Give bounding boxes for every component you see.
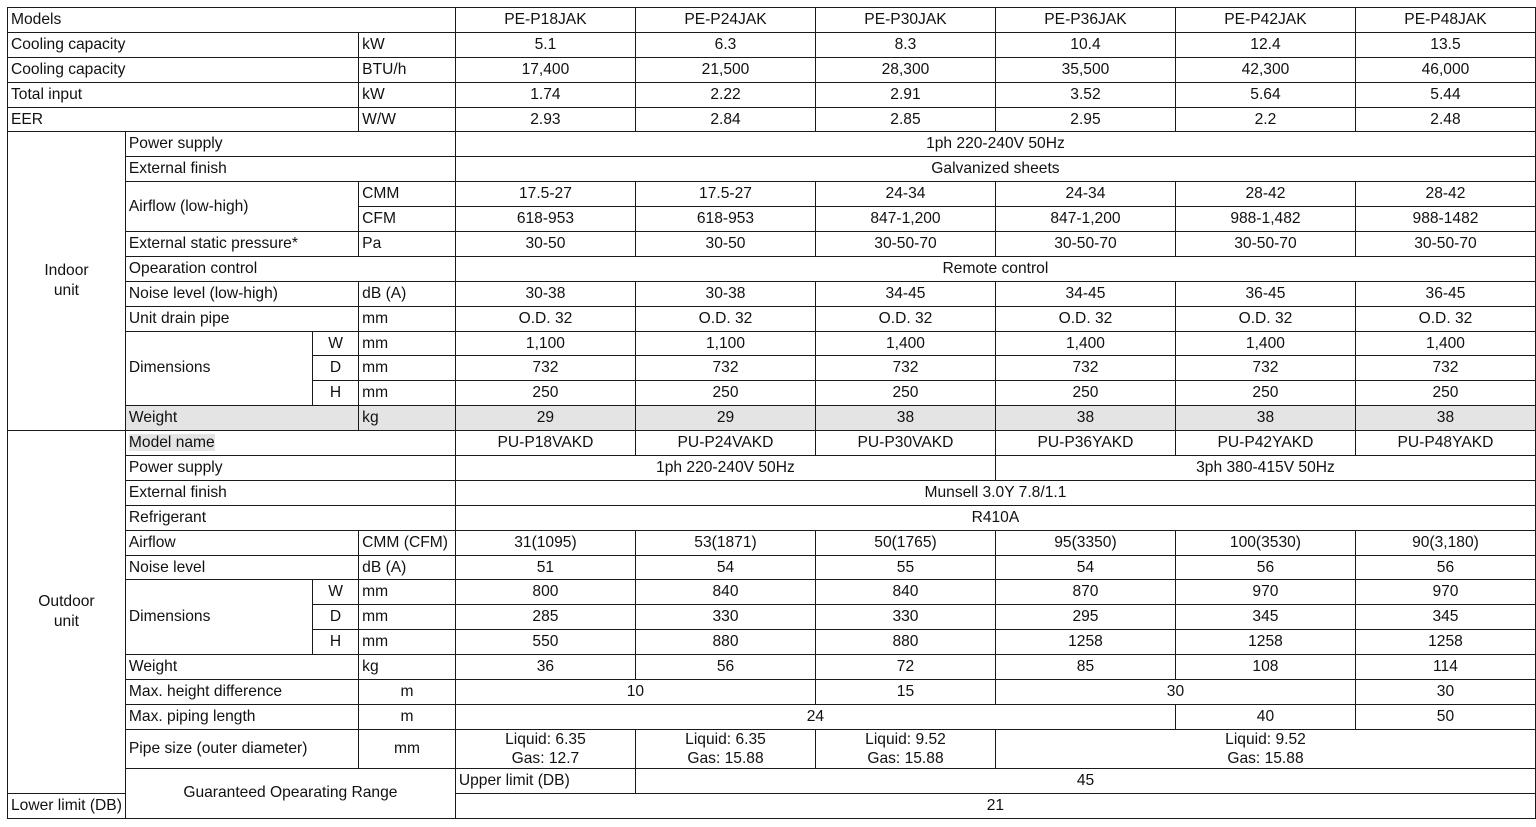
merged-value-cell: Munsell 3.0Y 7.8/1.1 xyxy=(455,480,1535,505)
group-label-line: Indoor xyxy=(44,262,89,280)
value-cell: 8.3 xyxy=(815,32,995,57)
value-cell: 54 xyxy=(995,555,1175,580)
value-cell: 250 xyxy=(995,381,1175,406)
unit-cell: kW xyxy=(359,32,456,57)
pipe-size-cell xyxy=(455,729,635,768)
value-cell: 12.4 xyxy=(1175,32,1355,57)
value-cell: 988-1482 xyxy=(1355,207,1535,232)
outdoor-pipe-size-row xyxy=(8,729,1536,768)
value-cell: 847-1,200 xyxy=(995,207,1175,232)
outdoor-model-cell: PU-P36YAKD xyxy=(995,431,1175,456)
unit-cell: mm xyxy=(359,331,456,356)
dimension-sub-label: D xyxy=(312,605,358,630)
value-cell: 250 xyxy=(455,381,635,406)
value-cell: 618-953 xyxy=(636,207,816,232)
value-cell: O.D. 32 xyxy=(636,306,816,331)
merged-value-cell: 10 xyxy=(455,680,815,705)
row-label: Dimensions xyxy=(125,331,312,406)
merged-value-cell: 1ph 220-240V 50Hz xyxy=(455,456,995,481)
row-label: Max. piping length xyxy=(125,704,358,729)
value-cell: 2.84 xyxy=(636,107,816,132)
row-label: Opearation control xyxy=(125,256,455,281)
value-cell: 36-45 xyxy=(1355,281,1535,306)
value-cell: 38 xyxy=(995,406,1175,431)
indoor-static-pressure-row xyxy=(8,232,1536,257)
value-cell: 114 xyxy=(1355,655,1535,680)
outdoor-model-name-row xyxy=(8,431,1536,456)
gas-pipe-size: Gas: 15.88 xyxy=(687,749,764,767)
value-cell: 30 xyxy=(1355,680,1535,705)
model-name-label: Model name xyxy=(128,434,215,452)
value-cell: 30-38 xyxy=(636,281,816,306)
unit-cell: m xyxy=(359,680,456,705)
value-cell: 40 xyxy=(1175,704,1355,729)
value-cell: 2.85 xyxy=(815,107,995,132)
value-cell: 732 xyxy=(995,356,1175,381)
row-label: Upper limit (DB) xyxy=(455,768,635,793)
merged-value-cell: R410A xyxy=(455,505,1535,530)
liquid-pipe-size: Liquid: 6.35 xyxy=(685,730,766,748)
outdoor-noise-row xyxy=(8,555,1536,580)
value-cell: 30-38 xyxy=(455,281,635,306)
value-cell: 840 xyxy=(636,580,816,605)
value-cell: 880 xyxy=(815,630,995,655)
value-cell: O.D. 32 xyxy=(455,306,635,331)
outdoor-refrigerant-row xyxy=(8,505,1536,530)
value-cell: 732 xyxy=(636,356,816,381)
value-cell: 1.74 xyxy=(455,82,635,107)
value-cell: 36 xyxy=(455,655,635,680)
value-cell: 38 xyxy=(1175,406,1355,431)
liquid-pipe-size: Liquid: 9.52 xyxy=(1225,730,1306,748)
outdoor-model-cell: PU-P42YAKD xyxy=(1175,431,1355,456)
value-cell: 24-34 xyxy=(995,182,1175,207)
value-cell: 732 xyxy=(1355,356,1535,381)
model-cell: PE-P30JAK xyxy=(815,8,995,33)
unit-cell: m xyxy=(359,704,456,729)
row-label: Noise level xyxy=(125,555,358,580)
value-cell: 840 xyxy=(815,580,995,605)
unit-cell: kW xyxy=(359,82,456,107)
outdoor-model-cell: PU-P18VAKD xyxy=(455,431,635,456)
pipe-size-cell xyxy=(815,729,995,768)
value-cell: 38 xyxy=(1355,406,1535,431)
row-label: Max. height difference xyxy=(125,680,358,705)
models-row xyxy=(8,8,1536,33)
indoor-unit-group-label xyxy=(8,132,126,431)
value-cell: 1,400 xyxy=(1355,331,1535,356)
total-input-row xyxy=(8,82,1536,107)
merged-value-cell: Galvanized sheets xyxy=(455,157,1535,182)
value-cell: 108 xyxy=(1175,655,1355,680)
value-cell: 732 xyxy=(1175,356,1355,381)
unit-cell: mm xyxy=(359,729,456,768)
indoor-noise-row xyxy=(8,281,1536,306)
row-label: Power supply xyxy=(125,456,455,481)
row-label: Weight xyxy=(125,406,358,431)
dimension-sub-label: W xyxy=(312,580,358,605)
merged-value-cell: 30 xyxy=(995,680,1355,705)
outdoor-max-piping-row xyxy=(8,704,1536,729)
value-cell: 42,300 xyxy=(1175,57,1355,82)
value-cell: 618-953 xyxy=(455,207,635,232)
unit-cell: mm xyxy=(359,580,456,605)
value-cell: 6.3 xyxy=(636,32,816,57)
value-cell: 51 xyxy=(455,555,635,580)
value-cell: 10.4 xyxy=(995,32,1175,57)
model-cell: PE-P18JAK xyxy=(455,8,635,33)
value-cell: 56 xyxy=(1175,555,1355,580)
value-cell: 24-34 xyxy=(815,182,995,207)
value-cell: 28-42 xyxy=(1355,182,1535,207)
unit-cell: mm xyxy=(359,605,456,630)
value-cell: 21,500 xyxy=(636,57,816,82)
value-cell: 28-42 xyxy=(1175,182,1355,207)
outdoor-model-cell: PU-P30VAKD xyxy=(815,431,995,456)
indoor-power-supply-row xyxy=(8,132,1536,157)
row-label: Noise level (low-high) xyxy=(125,281,358,306)
group-label-line: unit xyxy=(53,612,80,630)
group-label-line: Outdoor xyxy=(38,592,95,610)
value-cell: 28,300 xyxy=(815,57,995,82)
indoor-weight-row xyxy=(8,406,1536,431)
model-cell: PE-P42JAK xyxy=(1175,8,1355,33)
value-cell: 50 xyxy=(1355,704,1535,729)
value-cell: 56 xyxy=(636,655,816,680)
outdoor-model-cell: PU-P24VAKD xyxy=(636,431,816,456)
model-cell: PE-P48JAK xyxy=(1355,8,1535,33)
value-cell: 2.48 xyxy=(1355,107,1535,132)
dimension-sub-label: H xyxy=(312,381,358,406)
value-cell: 53(1871) xyxy=(636,530,816,555)
indoor-airflow-cmm-row xyxy=(8,182,1536,207)
row-label: Airflow xyxy=(125,530,358,555)
operating-range-label: Guaranteed Opearating Range xyxy=(125,768,455,818)
value-cell: 345 xyxy=(1355,605,1535,630)
outdoor-dimensions-w-row xyxy=(8,580,1536,605)
value-cell: 5.64 xyxy=(1175,82,1355,107)
value-cell: 1,400 xyxy=(1175,331,1355,356)
value-cell: 2.95 xyxy=(995,107,1175,132)
row-label xyxy=(125,431,455,456)
value-cell: 250 xyxy=(1355,381,1535,406)
unit-cell: CFM xyxy=(359,207,456,232)
value-cell: 330 xyxy=(636,605,816,630)
value-cell: 3.52 xyxy=(995,82,1175,107)
value-cell: 5.44 xyxy=(1355,82,1535,107)
value-cell: 30-50-70 xyxy=(815,232,995,257)
row-label: Dimensions xyxy=(125,580,312,655)
value-cell: 54 xyxy=(636,555,816,580)
range-upper-row xyxy=(8,768,1536,793)
value-cell: 100(3530) xyxy=(1175,530,1355,555)
value-cell: 870 xyxy=(995,580,1175,605)
value-cell: 295 xyxy=(995,605,1175,630)
value-cell: 250 xyxy=(636,381,816,406)
value-cell: 285 xyxy=(455,605,635,630)
unit-cell: mm xyxy=(359,630,456,655)
liquid-pipe-size: Liquid: 6.35 xyxy=(505,730,586,748)
indoor-external-finish-row xyxy=(8,157,1536,182)
row-label: Total input xyxy=(8,82,359,107)
value-cell: 56 xyxy=(1355,555,1535,580)
value-cell: 250 xyxy=(815,381,995,406)
value-cell: 35,500 xyxy=(995,57,1175,82)
model-cell: PE-P24JAK xyxy=(636,8,816,33)
row-label: External static pressure* xyxy=(125,232,358,257)
unit-cell: dB (A) xyxy=(359,281,456,306)
value-cell: 36-45 xyxy=(1175,281,1355,306)
row-label: Weight xyxy=(125,655,358,680)
unit-cell: mm xyxy=(359,356,456,381)
value-cell: 30-50-70 xyxy=(1175,232,1355,257)
value-cell: 800 xyxy=(455,580,635,605)
unit-cell: W/W xyxy=(359,107,456,132)
value-cell: 1258 xyxy=(1355,630,1535,655)
outdoor-unit-group-label xyxy=(8,431,126,794)
merged-value-cell: 21 xyxy=(455,793,1535,818)
value-cell: 29 xyxy=(455,406,635,431)
pipe-size-cell xyxy=(995,729,1535,768)
outdoor-model-cell: PU-P48YAKD xyxy=(1355,431,1535,456)
value-cell: 2.22 xyxy=(636,82,816,107)
unit-cell: kg xyxy=(359,406,456,431)
pipe-size-cell xyxy=(636,729,816,768)
dimension-sub-label: W xyxy=(312,331,358,356)
row-label: Airflow (low-high) xyxy=(125,182,358,232)
value-cell: 55 xyxy=(815,555,995,580)
value-cell: 2.2 xyxy=(1175,107,1355,132)
row-label: Unit drain pipe xyxy=(125,306,358,331)
outdoor-max-height-row xyxy=(8,680,1536,705)
value-cell: 970 xyxy=(1355,580,1535,605)
eer-row xyxy=(8,107,1536,132)
indoor-dimensions-w-row xyxy=(8,331,1536,356)
value-cell: 5.1 xyxy=(455,32,635,57)
dimension-sub-label: H xyxy=(312,630,358,655)
indoor-operation-control-row xyxy=(8,256,1536,281)
indoor-drain-row xyxy=(8,306,1536,331)
value-cell: 30-50 xyxy=(455,232,635,257)
model-cell: PE-P36JAK xyxy=(995,8,1175,33)
gas-pipe-size: Gas: 15.88 xyxy=(1227,749,1304,767)
value-cell: 30-50-70 xyxy=(995,232,1175,257)
value-cell: 1,100 xyxy=(455,331,635,356)
value-cell: O.D. 32 xyxy=(995,306,1175,331)
row-label: External finish xyxy=(125,157,455,182)
value-cell: 13.5 xyxy=(1355,32,1535,57)
unit-cell: CMM (CFM) xyxy=(359,530,456,555)
value-cell: 72 xyxy=(815,655,995,680)
merged-value-cell: 24 xyxy=(455,704,1175,729)
gas-pipe-size: Gas: 12.7 xyxy=(511,749,580,767)
merged-value-cell: 3ph 380-415V 50Hz xyxy=(995,456,1535,481)
value-cell: 95(3350) xyxy=(995,530,1175,555)
merged-value-cell: 1ph 220-240V 50Hz xyxy=(455,132,1535,157)
merged-value-cell: 45 xyxy=(636,768,1536,793)
value-cell: 85 xyxy=(995,655,1175,680)
value-cell: 17,400 xyxy=(455,57,635,82)
value-cell: 90(3,180) xyxy=(1355,530,1535,555)
value-cell: 1258 xyxy=(1175,630,1355,655)
value-cell: 38 xyxy=(815,406,995,431)
outdoor-external-finish-row xyxy=(8,480,1536,505)
unit-cell: mm xyxy=(359,381,456,406)
cooling-capacity-kw-row xyxy=(8,32,1536,57)
value-cell: 970 xyxy=(1175,580,1355,605)
value-cell: 34-45 xyxy=(995,281,1175,306)
row-label: Pipe size (outer diameter) xyxy=(125,729,358,768)
models-label: Models xyxy=(8,8,456,33)
value-cell: 15 xyxy=(815,680,995,705)
value-cell: 330 xyxy=(815,605,995,630)
unit-cell: Pa xyxy=(359,232,456,257)
outdoor-weight-row xyxy=(8,655,1536,680)
value-cell: 732 xyxy=(455,356,635,381)
value-cell: 550 xyxy=(455,630,635,655)
value-cell: O.D. 32 xyxy=(815,306,995,331)
value-cell: 29 xyxy=(636,406,816,431)
unit-cell: CMM xyxy=(359,182,456,207)
value-cell: 250 xyxy=(1175,381,1355,406)
value-cell: 1258 xyxy=(995,630,1175,655)
value-cell: 30-50-70 xyxy=(1355,232,1535,257)
row-label: Cooling capacity xyxy=(8,32,359,57)
value-cell: 847-1,200 xyxy=(815,207,995,232)
value-cell: 2.93 xyxy=(455,107,635,132)
group-label-line: unit xyxy=(53,282,80,300)
row-label: EER xyxy=(8,107,359,132)
value-cell: O.D. 32 xyxy=(1175,306,1355,331)
unit-cell: BTU/h xyxy=(359,57,456,82)
value-cell: 1,100 xyxy=(636,331,816,356)
value-cell: 1,400 xyxy=(815,331,995,356)
value-cell: 17.5-27 xyxy=(455,182,635,207)
cooling-capacity-btu-row xyxy=(8,57,1536,82)
row-label: Cooling capacity xyxy=(8,57,359,82)
value-cell: 880 xyxy=(636,630,816,655)
value-cell: 345 xyxy=(1175,605,1355,630)
value-cell: O.D. 32 xyxy=(1355,306,1535,331)
row-label: Lower limit (DB) xyxy=(8,793,126,818)
value-cell: 1,400 xyxy=(995,331,1175,356)
value-cell: 988-1,482 xyxy=(1175,207,1355,232)
row-label: External finish xyxy=(125,480,455,505)
value-cell: 34-45 xyxy=(815,281,995,306)
value-cell: 30-50 xyxy=(636,232,816,257)
merged-value-cell: Remote control xyxy=(455,256,1535,281)
outdoor-power-supply-row xyxy=(8,456,1536,481)
outdoor-airflow-row xyxy=(8,530,1536,555)
value-cell: 50(1765) xyxy=(815,530,995,555)
value-cell: 46,000 xyxy=(1355,57,1535,82)
unit-cell: dB (A) xyxy=(359,555,456,580)
liquid-pipe-size: Liquid: 9.52 xyxy=(865,730,946,748)
value-cell: 732 xyxy=(815,356,995,381)
row-label: Refrigerant xyxy=(125,505,455,530)
value-cell: 2.91 xyxy=(815,82,995,107)
unit-cell: mm xyxy=(359,306,456,331)
value-cell: 31(1095) xyxy=(455,530,635,555)
spec-table xyxy=(7,7,1536,819)
dimension-sub-label: D xyxy=(312,356,358,381)
unit-cell: kg xyxy=(359,655,456,680)
gas-pipe-size: Gas: 15.88 xyxy=(867,749,944,767)
value-cell: 17.5-27 xyxy=(636,182,816,207)
row-label: Power supply xyxy=(125,132,455,157)
